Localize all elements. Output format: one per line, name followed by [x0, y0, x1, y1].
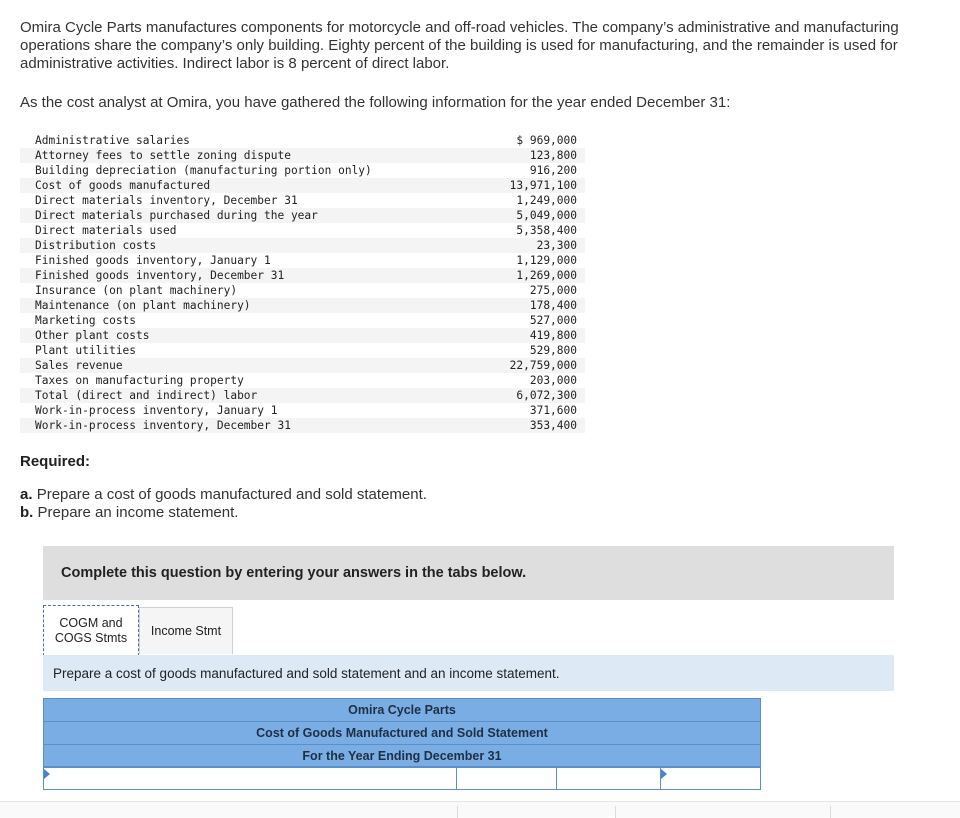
data-row — [20, 238, 585, 253]
data-row-amount: 529,800 — [529, 344, 577, 357]
entry-amount-cell-1[interactable] — [457, 768, 557, 789]
strip-divider — [615, 806, 616, 818]
cost-data-table — [20, 133, 585, 433]
entry-amount-cell-2[interactable] — [557, 768, 661, 789]
data-row-label: Direct materials used — [35, 224, 177, 237]
data-row — [20, 373, 585, 388]
data-row-amount: 371,600 — [529, 404, 577, 417]
entry-amount-input-1[interactable] — [457, 768, 556, 789]
data-row — [20, 148, 585, 163]
required-item-a — [20, 486, 427, 504]
data-row — [20, 268, 585, 283]
data-row-amount: 22,759,000 — [509, 359, 577, 372]
data-row — [20, 388, 585, 403]
data-row — [20, 403, 585, 418]
data-row — [20, 193, 585, 208]
data-row-amount: 1,269,000 — [516, 269, 577, 282]
data-row-label: Building depreciation (manufacturing portion only) — [35, 164, 372, 177]
data-row-label: Taxes on manufacturing property — [35, 374, 244, 387]
data-row-label: Other plant costs — [35, 329, 150, 342]
data-row-amount: 203,000 — [529, 374, 577, 387]
required-heading: Required: — [20, 453, 91, 470]
tab-cogm-label-line1: COGM and — [59, 615, 123, 630]
data-row-label: Direct materials inventory, December 31 — [35, 194, 298, 207]
data-row-label: Plant utilities — [35, 344, 137, 357]
required-b-prefix: b. — [20, 504, 34, 521]
data-row — [20, 358, 585, 373]
data-row-label: Work-in-process inventory, December 31 — [35, 419, 291, 432]
data-row-amount: $ 969,000 — [516, 134, 577, 147]
tab-income-stmt[interactable]: Income Stmt — [139, 607, 233, 654]
statement-entry-row — [43, 767, 761, 790]
instructions-banner: Complete this question by entering your answers in the tabs below. — [43, 546, 894, 600]
data-row — [20, 418, 585, 433]
data-row-label: Maintenance (on plant machinery) — [35, 299, 251, 312]
data-row-amount: 5,358,400 — [516, 224, 577, 237]
entry-label-cell[interactable] — [44, 768, 457, 789]
data-row-label: Finished goods inventory, December 31 — [35, 269, 285, 282]
data-row — [20, 298, 585, 313]
data-row-label: Insurance (on plant machinery) — [35, 284, 238, 297]
data-row-amount: 353,400 — [529, 419, 577, 432]
data-row-amount: 1,249,000 — [516, 194, 577, 207]
entry-amount-input-2[interactable] — [557, 768, 660, 789]
data-row — [20, 133, 585, 148]
data-row-label: Administrative salaries — [35, 134, 190, 147]
tab-cogm-cogs-stmts[interactable] — [43, 605, 139, 656]
data-row — [20, 328, 585, 343]
problem-intro: Omira Cycle Parts manufactures components for motorcycle and off-road vehicles. The company’s administrative and manufacturing operations share the company’s only building. Eighty percent of the building is used for manufacturing, and the remainder is used for administrative activities. Indirect labor is 8 percent of direct labor. — [20, 19, 899, 72]
data-row — [20, 283, 585, 298]
data-row — [20, 178, 585, 193]
statement-period: For the Year Ending December 31 — [43, 744, 761, 767]
data-row — [20, 163, 585, 178]
required-a-text: Prepare a cost of goods manufactured and sold statement. — [36, 486, 427, 503]
data-row-amount: 23,300 — [536, 239, 577, 252]
dropdown-flag-icon-2 — [661, 769, 667, 779]
required-item-b — [20, 504, 427, 522]
tab-instruction: Prepare a cost of goods manufactured and sold statement and an income statement. — [43, 655, 894, 691]
data-row-label: Total (direct and indirect) labor — [35, 389, 258, 402]
data-row-amount: 13,971,100 — [509, 179, 577, 192]
data-row — [20, 223, 585, 238]
data-row-label: Cost of goods manufactured — [35, 179, 211, 192]
entry-label-input[interactable] — [44, 768, 456, 789]
data-row-amount: 6,072,300 — [516, 389, 577, 402]
required-b-text: Prepare an income statement. — [37, 504, 239, 521]
data-row-amount: 178,400 — [529, 299, 577, 312]
data-row-amount: 5,049,000 — [516, 209, 577, 222]
data-row-amount: 916,200 — [529, 164, 577, 177]
data-row-amount: 527,000 — [529, 314, 577, 327]
data-row-label: Direct materials purchased during the year — [35, 209, 318, 222]
data-row — [20, 253, 585, 268]
entry-amount-cell-3[interactable] — [661, 768, 760, 789]
entry-amount-input-3[interactable] — [661, 768, 760, 789]
data-row — [20, 208, 585, 223]
data-row-amount: 275,000 — [529, 284, 577, 297]
data-row-label: Finished goods inventory, January 1 — [35, 254, 271, 267]
problem-intro-2: As the cost analyst at Omira, you have gathered the following information for the year ended December 31: — [20, 94, 731, 111]
strip-divider — [457, 806, 458, 818]
data-row-label: Marketing costs — [35, 314, 137, 327]
data-row-amount: 419,800 — [529, 329, 577, 342]
statement-title: Cost of Goods Manufactured and Sold Statement — [43, 721, 761, 744]
required-list — [20, 486, 427, 522]
data-row-label: Distribution costs — [35, 239, 157, 252]
bottom-scroll-strip — [0, 801, 960, 817]
strip-divider — [830, 806, 831, 818]
tab-cogm-label-line2: COGS Stmts — [54, 630, 128, 645]
data-row-label: Work-in-process inventory, January 1 — [35, 404, 278, 417]
data-row-amount: 1,129,000 — [516, 254, 577, 267]
dropdown-flag-icon — [44, 769, 50, 779]
data-row-label: Sales revenue — [35, 359, 123, 372]
data-row-amount: 123,800 — [529, 149, 577, 162]
data-row — [20, 313, 585, 328]
required-a-prefix: a. — [20, 486, 33, 503]
data-row — [20, 343, 585, 358]
data-row-label: Attorney fees to settle zoning dispute — [35, 149, 291, 162]
statement-company: Omira Cycle Parts — [43, 698, 761, 721]
statement-header — [43, 698, 761, 767]
